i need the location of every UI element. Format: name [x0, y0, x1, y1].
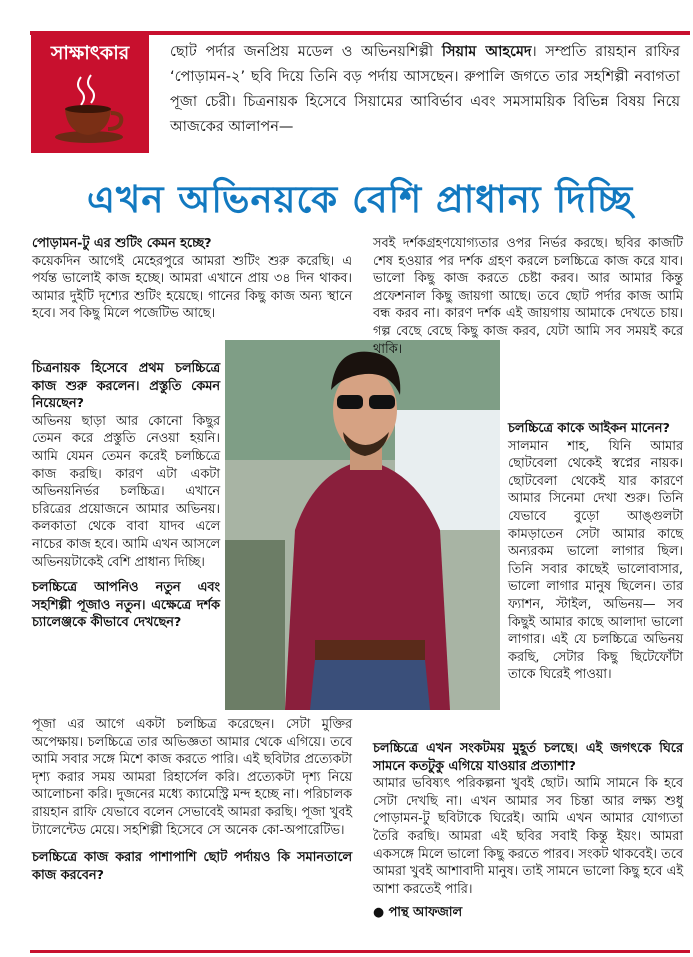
headline: এখন অভিনয়কে বেশি প্রাধান্য দিচ্ছি — [86, 178, 634, 221]
question-2: চিত্রনায়ক হিসেবে প্রথম চলচ্চিত্রে কাজ শুরু করলেন। প্রস্তুতি কেমন নিয়েছেন? — [32, 361, 220, 412]
question-1: পোড়ামন-টু এর শুটিং কেমন হচ্ছে? — [32, 236, 212, 251]
intro-text-2: । সম্প্রতি রায়হান রাফির ‘পোড়ামন-২’ ছবি দিয়ে তিনি বড় পর্দায় আসছেন। রুপালি জগতে তার সহশিল্পী নবাগতা পূজা চেরী। চিত্রনায়ক হিসেবে সিয়ামের আবির্ভাব এবং সমসাময়িক বিভিন্ন বিষয় নিয়ে আজকের আলাপন— — [170, 44, 680, 135]
right-col-mid — [508, 420, 683, 684]
answer-2: অভিনয় ছাড়া আর কোনো কিছুর তেমন করে প্রস্তুতি নেওয়া হয়নি। আমি যেমন তেমন করেই চলচ্চিত্রে কাজ করছি। কারণ এটা একটা অভিনয়নির্ভর চলচ্চিত্র। এখানে চরিত্রের প্রয়োজনে আমার অভিনয়। কলকাতা থেকে বাবা যাদব এলে নাচের কাজ হবে। আমি এখন আসলে অভিনয়টাকেই বেশি প্রাধান্য দিচ্ছি। — [32, 413, 220, 570]
byline-name: পান্থ আফজাল — [388, 905, 463, 921]
right-col-bottom — [373, 740, 683, 922]
section-badge-label: সাক্ষাৎকার — [50, 42, 130, 64]
question-5: চলচ্চিত্রে কাকে আইকন মানেন? — [508, 421, 670, 436]
question-4: চলচ্চিত্রে কাজ করার পাশাপাশি ছোট পর্দায়ও কি সমানতালে কাজ করবেন? — [32, 850, 352, 883]
intro-text-1: ছোট পর্দার জনপ্রিয় মডেল ও অভিনয়শিল্পী — [170, 44, 442, 60]
interviewee-name: সিয়াম আহমেদ — [441, 44, 532, 60]
answer-4: সবই দর্শকগ্রহণযোগ্যতার ওপর নির্ভর করছে। ছবির কাজটি শেষ হওয়ার পর দর্শক গ্রহণ করলে চলচ্চিত্রে কাজ করে যাব। ভালো কিছু কাজ করতে চেষ্টা করব। আর আমার কিন্তু প্রফেশনাল কিছু জায়গা আছে। তবে ছোট পর্দার কাজ আমি বন্ধ করব না। কারণ দর্শক এই জায়গায় আমাকে দেখতে চায়। গল্প বেছে বেছে কিছু কাজ করব, যেটা আমি সব সময়ই করে থাকি। — [373, 236, 683, 357]
question-6: চলচ্চিত্রে এখন সংকটময় মুহূর্ত চলছে। এই জগৎকে ঘিরে সামনে কতটুকু এগিয়ে যাওয়ার প্রত্যাশা? — [373, 741, 683, 774]
left-col-top — [32, 235, 352, 323]
bullet-icon: ● — [373, 905, 389, 921]
left-col-bottom — [32, 716, 352, 884]
left-col-mid — [32, 360, 220, 632]
answer-1: কয়েকদিন আগেই মেহেরপুরে আমরা শুটিং শুরু করেছি। এ পর্যন্ত ভালোই কাজ হচ্ছে। আমরা এখানে প্রায় ৩৪ দিন থাকব। আমার দুইটি দৃশ্যের শুটিং হয়েছে। গানের কিছু কাজ অন্য স্থানে হবে। সব কিছু মিলে পজেটিভ আছে। — [32, 253, 352, 322]
question-3: চলচ্চিত্রে আপনিও নতুন এবং সহশিল্পী পূজাও নতুন। এক্ষেত্রে দর্শক চ্যালেঞ্জকে কীভাবে দেখছেন? — [32, 580, 220, 631]
bottom-rule — [30, 950, 690, 953]
section-badge — [31, 35, 149, 153]
coffee-cup-icon — [51, 73, 129, 145]
right-col-top — [373, 235, 683, 358]
answer-3: পূজা এর আগে একটা চলচ্চিত্র করেছেন। সেটা মুক্তির অপেক্ষায়। চলচ্চিত্রে তার অভিজ্ঞতা আমার থেকে এগিয়ে। তবে আমি সবার সঙ্গে মিশে কাজ করতে পারি। এই ছবিটার প্রত্যেকটা দৃশ্য করার সময় আমরা রিহার্সেল করি। প্রত্যেকটা দৃশ্য নিয়ে আলোচনা করি। দুজনের মধ্যে ক্যামেস্ট্রি মন্দ হচ্ছে না। পরিচালক রায়হান রাফি যেভাবে বলেন সেভাবেই আমরা করছি। পূজা খুবই ট্যালেন্টেড মেয়ে। সহশিল্পী হিসেবে সে অনেক কো-অপারেটিভ। — [32, 717, 352, 838]
byline — [373, 904, 683, 922]
intro-paragraph — [170, 40, 680, 140]
answer-6: আমার ভবিষ্যৎ পরিকল্পনা খুবই ছোট। আমি সামনে কি হবে সেটা দেখছি না। এখন আমার সব চিন্তা আর লক্ষ্য শুধু পোড়ামন-টু ছবিটাকে ঘিরেই। আমি এখন আমার যোগ্যতা তৈরি করছি। আমরা এই ছবির সবাই কিন্তু ইয়ং। আমরা একসঙ্গে মিলে ভালো কিছু করতে পারব। সংকট থাকবেই। তবে আমরা খুবই আশাবাদী মানুষ। তাই সামনে ভালো কিছু হবে এই আশা করতেই পারি। — [373, 776, 683, 897]
portrait-photo — [225, 340, 500, 710]
answer-5: সালমান শাহ, যিনি আমার ছোটবেলা থেকেই স্বপ্নের নায়ক। ছোটবেলা থেকেই যার কারণে আমার সিনেমা দেখা শুরু। তিনি যেভাবে বুড়ো আঙ্গুলটা কামড়াতেন সেটা আমার কাছে অন্যরকম ভালো লাগার ছিল। তিনি সবার কাছেই ভালোবাসার, ভালো লাগার মানুষ ছিলেন। তার ফ্যাশন, স্টাইল, অভিনয়— সব কিছুই আমার কাছে আলাদা ভালো লাগার। এই যে চলচ্চিত্রে অভিনয় করছি, সেটার কিছু ছিটেফোঁটা তাকে ঘিরেই পাওয়া। — [508, 438, 683, 683]
